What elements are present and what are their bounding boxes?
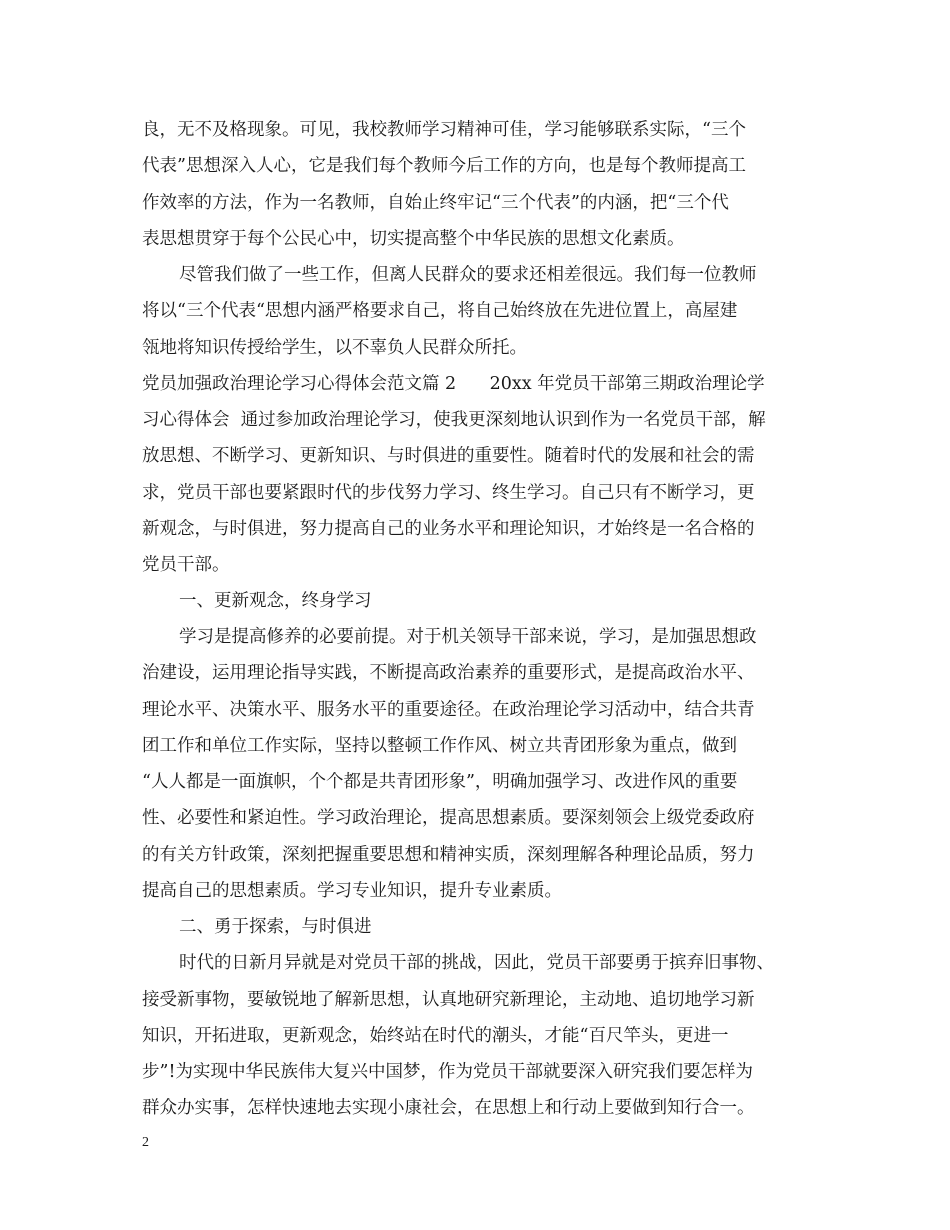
text-line: 党员干部。 [142, 555, 230, 575]
text-line: 瓴地将知识传授给学生，以不辜负人民群众所托。 [142, 338, 527, 358]
paragraph-first-line: 学习是提高修养的必要前提。对于机关领导干部来说，学习，是加强思想政 [179, 627, 757, 647]
paragraph-first-line: 时代的日新月异就是对党员干部的挑战，因此，党员干部要勇于摈弃旧事物、 [179, 953, 774, 973]
text-line: 良，无不及格现象。可见，我校教师学习精神可佳，学习能够联系实际，“三个 [142, 120, 746, 140]
text-line: 新观念，与时俱进，努力提高自己的业务水平和理论知识，才始终是一名合格的 [142, 519, 755, 539]
text-line: 知识，开拓进取，更新观念，始终站在时代的潮头，才能“百尺竿头，更进一 [142, 1026, 729, 1046]
text-line: 表思想贯穿于每个公民心中，切实提高整个中华民族的思想文化素质。 [142, 229, 685, 249]
text-line: 性、必要性和紧迫性。学习政治理论，提高思想素质。要深刻领会上级党委政府 [142, 808, 755, 828]
text-line: 代表”思想深入人心，它是我们每个教师今后工作的方向，也是每个教师提高工 [142, 156, 746, 176]
text-line: 治建设，运用理论指导实践，不断提高政治素养的重要形式，是提高政治水平、 [142, 663, 755, 683]
text-line: 的有关方针政策，深刻把握重要思想和精神实质，深刻理解各种理论品质，努力 [142, 845, 755, 865]
text-line: 提高自己的思想素质。学习专业知识，提升专业素质。 [142, 881, 562, 901]
text-line: 习心得体会 通过参加政治理论学习，使我更深刻地认识到作为一名党员干部，解 [142, 410, 766, 430]
text-line: 将以“三个代表“思想内涵严格要求自己，将自己始终放在先进位置上，高屋建 [142, 301, 738, 321]
page-number: 2 [142, 1135, 149, 1150]
text-line: 群众办实事，怎样快速地去实现小康社会，在思想上和行动上要做到知行合一。 [142, 1098, 755, 1118]
text-line: 团工作和单位工作实际，坚持以整顿工作作风、树立共青团形象为重点，做到 [142, 736, 737, 756]
text-line: 作效率的方法，作为一名教师，自始止终牢记“三个代表”的内涵，把“三个代 [142, 193, 729, 213]
article-heading-line: 党员加强政治理论学习心得体会范文篇 2 20xx 年党员干部第三期政治理论学 [142, 374, 765, 394]
text-line: 接受新事物，要敏锐地了解新思想，认真地研究新理论，主动地、追切地学习新 [142, 990, 755, 1010]
text-line: 放思想、不断学习、更新知识、与时俱进的重要性。随着时代的发展和社会的需 [142, 446, 755, 466]
section-heading-2: 二、勇于探索，与时俱进 [179, 917, 372, 937]
paragraph-first-line: 尽管我们做了一些工作，但离人民群众的要求还相差很远。我们每一位教师 [179, 265, 757, 285]
text-line: 理论水平、决策水平、服务水平的重要途径。在政治理论学习活动中，结合共青 [142, 700, 755, 720]
text-line: 步”!为实现中华民族伟大复兴中国梦，作为党员干部就要深入研究我们要怎样为 [142, 1062, 753, 1082]
section-heading-1: 一、更新观念，终身学习 [179, 591, 372, 611]
text-line: “人人都是一面旗帜，个个都是共青团形象”，明确加强学习、改进作风的重要 [142, 772, 738, 792]
text-line: 求，党员干部也要紧跟时代的步伐努力学习、终生学习。自己只有不断学习，更 [142, 483, 755, 503]
